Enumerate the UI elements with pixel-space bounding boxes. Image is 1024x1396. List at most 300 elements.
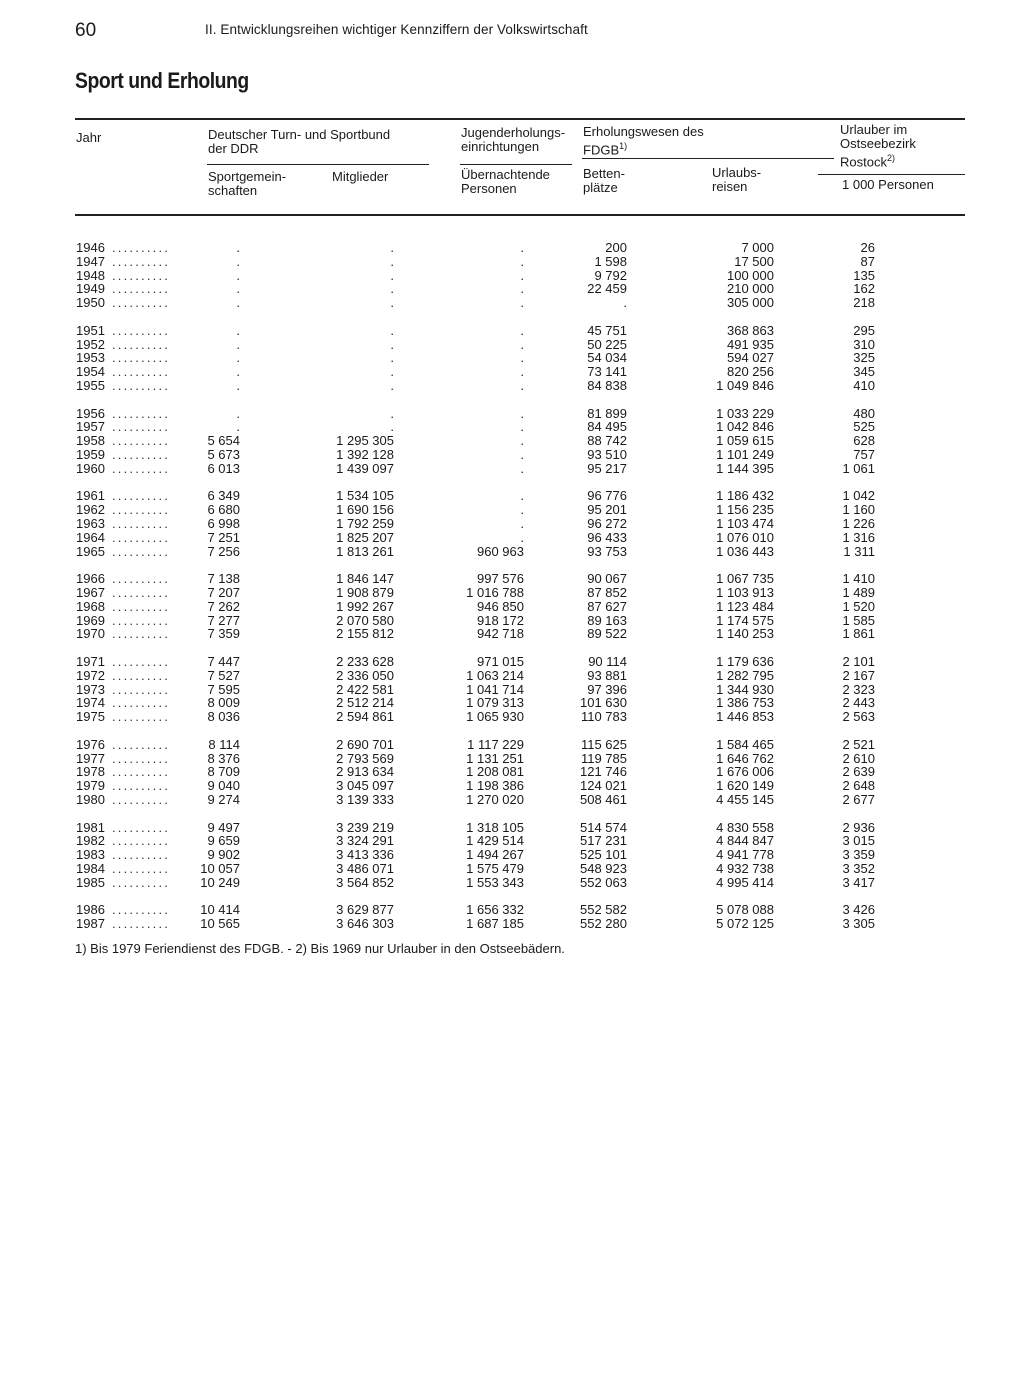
cell-year: 1981: [76, 819, 105, 835]
leader-dots: ..........: [112, 281, 171, 297]
cell-urlauber: 1 061: [842, 460, 875, 476]
cell-mitglieder: .: [390, 378, 394, 393]
cell-bettenplaetze: 1 598: [594, 253, 627, 269]
cell-sportgemeinschaften: 9 497: [207, 819, 240, 835]
header-subrule-fdgb: [582, 158, 834, 159]
cell-year: 1957: [76, 419, 105, 435]
leader-dots: ..........: [112, 667, 171, 683]
cell-uebernachtende: .: [520, 529, 524, 545]
cell-year: 1982: [76, 833, 105, 849]
cell-urlaubsreisen: 1 156 235: [716, 502, 774, 518]
cell-uebernachtende: 1 270 020: [466, 792, 524, 807]
cell-urlauber: 218: [853, 295, 875, 311]
cell-mitglieder: 3 629 877: [336, 902, 394, 918]
cell-bettenplaetze: 45 751: [587, 322, 627, 338]
cell-uebernachtende: .: [520, 502, 524, 518]
cell-uebernachtende: .: [520, 267, 524, 283]
table-row: [0, 655, 1024, 669]
cell-uebernachtende: 946 850: [477, 598, 524, 614]
cell-urlaubsreisen: 1 101 249: [716, 447, 774, 462]
cell-mitglieder: .: [390, 295, 394, 311]
cell-sportgemeinschaften: .: [236, 322, 240, 338]
cell-urlaubsreisen: 1 186 432: [716, 488, 774, 504]
cell-year: 1964: [76, 529, 105, 545]
cell-sportgemeinschaften: 7 138: [207, 571, 240, 587]
cell-mitglieder: 3 324 291: [336, 833, 394, 849]
cell-sportgemeinschaften: 8 709: [207, 764, 240, 780]
cell-urlauber: 3 426: [842, 902, 875, 918]
cell-uebernachtende: 1 063 214: [466, 667, 524, 683]
cell-sportgemeinschaften: .: [236, 267, 240, 283]
cell-bettenplaetze: 93 510: [587, 447, 627, 462]
cell-urlaubsreisen: 1 144 395: [716, 460, 774, 476]
cell-year: 1979: [76, 778, 105, 794]
cell-urlaubsreisen: 1 067 735: [716, 571, 774, 587]
leader-dots: ..........: [112, 419, 171, 435]
cell-uebernachtende: .: [520, 336, 524, 352]
cell-sportgemeinschaften: 10 565: [200, 916, 240, 932]
cell-sportgemeinschaften: .: [236, 281, 240, 297]
cell-bettenplaetze: 93 881: [587, 667, 627, 683]
cell-urlaubsreisen: 1 033 229: [716, 405, 774, 421]
cell-bettenplaetze: 110 783: [580, 709, 627, 725]
cell-uebernachtende: 1 198 386: [466, 778, 524, 794]
cell-urlaubsreisen: 1 344 930: [716, 681, 774, 697]
cell-bettenplaetze: 90 067: [587, 571, 627, 587]
cell-sportgemeinschaften: 8 009: [207, 695, 240, 711]
cell-mitglieder: 1 825 207: [336, 529, 394, 545]
page-title: Sport und Erholung: [75, 68, 249, 93]
cell-sportgemeinschaften: 7 207: [207, 585, 240, 600]
cell-urlauber: 325: [853, 350, 875, 366]
cell-urlauber: 2 648: [842, 778, 875, 794]
cell-mitglieder: .: [390, 336, 394, 352]
leader-dots: ..........: [112, 460, 171, 476]
footnote: 1) Bis 1979 Feriendienst des FDGB. - 2) Bis 1969 nur Urlauber in den Ostseebädern.: [75, 941, 565, 956]
cell-sportgemeinschaften: 9 659: [207, 833, 240, 849]
leader-dots: ..........: [112, 516, 171, 531]
cell-sportgemeinschaften: 7 595: [207, 681, 240, 697]
cell-mitglieder: .: [390, 419, 394, 435]
leader-dots: ..........: [112, 916, 171, 932]
cell-mitglieder: 2 690 701: [336, 736, 394, 752]
cell-urlaubsreisen: 491 935: [727, 336, 774, 352]
cell-urlaubsreisen: 4 995 414: [716, 874, 774, 890]
cell-sportgemeinschaften: 9 040: [207, 778, 240, 794]
leader-dots: ..........: [112, 405, 171, 421]
cell-mitglieder: 2 070 580: [336, 612, 394, 628]
cell-sportgemeinschaften: 10 414: [200, 902, 240, 918]
cell-uebernachtende: 918 172: [477, 612, 524, 628]
cell-urlaubsreisen: 4 844 847: [716, 833, 774, 849]
cell-uebernachtende: 1 016 788: [466, 585, 524, 600]
cell-bettenplaetze: 89 163: [587, 612, 627, 628]
cell-bettenplaetze: 50 225: [587, 336, 627, 352]
cell-urlaubsreisen: 1 584 465: [716, 736, 774, 752]
table-top-rule: [75, 118, 965, 120]
cell-bettenplaetze: 525 101: [580, 847, 627, 863]
cell-sportgemeinschaften: 7 527: [207, 667, 240, 683]
cell-urlauber: 26: [860, 240, 875, 255]
cell-uebernachtende: 1 575 479: [466, 861, 524, 876]
cell-bettenplaetze: 96 776: [587, 488, 627, 504]
cell-mitglieder: 2 512 214: [336, 695, 394, 711]
cell-mitglieder: 1 992 267: [336, 598, 394, 614]
leader-dots: ..........: [112, 764, 171, 780]
cell-year: 1974: [76, 695, 105, 711]
cell-urlaubsreisen: 1 386 753: [716, 695, 774, 711]
leader-dots: ..........: [112, 240, 171, 255]
cell-urlauber: 2 936: [842, 819, 875, 835]
cell-urlaubsreisen: 1 446 853: [716, 709, 774, 725]
cell-uebernachtende: 1 553 343: [466, 874, 524, 890]
cell-sportgemeinschaften: 7 251: [207, 529, 240, 545]
cell-bettenplaetze: 84 495: [587, 419, 627, 435]
leader-dots: ..........: [112, 778, 171, 794]
header-urlaubsreisen: Urlaubs- reisen: [712, 165, 762, 194]
cell-year: 1966: [76, 571, 105, 587]
cell-mitglieder: 2 793 569: [336, 750, 394, 766]
cell-mitglieder: 3 413 336: [336, 847, 394, 863]
leader-dots: ..........: [112, 654, 171, 669]
cell-year: 1977: [76, 750, 105, 766]
cell-sportgemeinschaften: 5 673: [207, 447, 240, 462]
cell-uebernachtende: .: [520, 364, 524, 380]
cell-sportgemeinschaften: 7 256: [207, 543, 240, 559]
table-row: [0, 738, 1024, 752]
cell-urlaubsreisen: 1 140 253: [716, 626, 774, 642]
cell-uebernachtende: .: [520, 281, 524, 297]
header-bettenplaetze: Betten- plätze: [583, 166, 625, 195]
cell-urlaubsreisen: 1 076 010: [716, 529, 774, 545]
cell-urlauber: 135: [853, 267, 875, 283]
cell-uebernachtende: 1 208 081: [466, 764, 524, 780]
cell-bettenplaetze: 119 785: [580, 750, 627, 766]
cell-bettenplaetze: 95 217: [587, 460, 627, 476]
header-uebernachtende: Übernachtende Personen: [461, 167, 550, 196]
header-dtsb: Deutscher Turn- und Sportbund der DDR: [208, 127, 391, 156]
cell-year: 1975: [76, 709, 105, 725]
cell-bettenplaetze: 101 630: [580, 695, 627, 711]
cell-uebernachtende: 1 318 105: [466, 819, 524, 835]
header-unit: 1 000 Personen: [842, 177, 934, 192]
cell-uebernachtende: 960 963: [477, 543, 524, 559]
cell-urlauber: 2 167: [842, 667, 875, 683]
cell-urlaubsreisen: 1 646 762: [716, 750, 774, 766]
cell-year: 1978: [76, 764, 105, 780]
cell-urlauber: 1 160: [842, 502, 875, 518]
cell-year: 1971: [76, 654, 105, 669]
cell-urlaubsreisen: 594 027: [727, 350, 774, 366]
cell-year: 1972: [76, 667, 105, 683]
leader-dots: ..........: [112, 350, 171, 366]
cell-year: 1954: [76, 364, 105, 380]
table-row: [0, 296, 1024, 310]
cell-mitglieder: .: [390, 405, 394, 421]
cell-urlauber: 2 563: [842, 709, 875, 725]
cell-year: 1960: [76, 460, 105, 476]
cell-urlauber: 3 352: [842, 861, 875, 876]
cell-mitglieder: 1 846 147: [336, 571, 394, 587]
cell-sportgemeinschaften: .: [236, 364, 240, 380]
cell-mitglieder: 2 155 812: [336, 626, 394, 642]
leader-dots: ..........: [112, 736, 171, 752]
cell-bettenplaetze: 121 746: [580, 764, 627, 780]
leader-dots: ..........: [112, 709, 171, 725]
cell-mitglieder: .: [390, 240, 394, 255]
cell-urlaubsreisen: 1 103 913: [716, 585, 774, 600]
cell-mitglieder: 1 690 156: [336, 502, 394, 518]
table-row: [0, 379, 1024, 393]
cell-sportgemeinschaften: .: [236, 240, 240, 255]
cell-urlauber: 757: [853, 447, 875, 462]
cell-urlaubsreisen: 4 830 558: [716, 819, 774, 835]
cell-uebernachtende: .: [520, 460, 524, 476]
cell-year: 1970: [76, 626, 105, 642]
cell-sportgemeinschaften: 8 376: [207, 750, 240, 766]
cell-urlaubsreisen: 305 000: [727, 295, 774, 311]
cell-urlauber: 3 305: [842, 916, 875, 932]
cell-sportgemeinschaften: 6 349: [207, 488, 240, 504]
header-bottom-rule: [75, 214, 965, 216]
cell-mitglieder: 2 594 861: [336, 709, 394, 725]
cell-uebernachtende: 971 015: [477, 654, 524, 669]
leader-dots: ..........: [112, 447, 171, 462]
leader-dots: ..........: [112, 847, 171, 863]
cell-sportgemeinschaften: 10 249: [200, 874, 240, 890]
cell-uebernachtende: 1 429 514: [466, 833, 524, 849]
cell-uebernachtende: 942 718: [477, 626, 524, 642]
cell-bettenplaetze: .: [623, 295, 627, 311]
cell-urlaubsreisen: 1 059 615: [716, 433, 774, 449]
cell-year: 1984: [76, 861, 105, 876]
cell-urlauber: 3 417: [842, 874, 875, 890]
cell-uebernachtende: .: [520, 419, 524, 435]
cell-year: 1961: [76, 488, 105, 504]
cell-year: 1956: [76, 405, 105, 421]
cell-mitglieder: .: [390, 267, 394, 283]
cell-sportgemeinschaften: 5 654: [207, 433, 240, 449]
cell-sportgemeinschaften: .: [236, 378, 240, 393]
leader-dots: ..........: [112, 336, 171, 352]
cell-bettenplaetze: 87 852: [587, 585, 627, 600]
cell-uebernachtende: 1 494 267: [466, 847, 524, 863]
cell-uebernachtende: .: [520, 516, 524, 531]
leader-dots: ..........: [112, 861, 171, 876]
cell-mitglieder: 2 233 628: [336, 654, 394, 669]
cell-urlauber: 1 226: [842, 516, 875, 531]
cell-uebernachtende: 1 065 930: [466, 709, 524, 725]
cell-sportgemeinschaften: 9 274: [207, 792, 240, 807]
cell-uebernachtende: .: [520, 378, 524, 393]
cell-urlauber: 295: [853, 322, 875, 338]
cell-urlaubsreisen: 1 282 795: [716, 667, 774, 683]
cell-urlaubsreisen: 1 620 149: [716, 778, 774, 794]
cell-urlauber: 2 521: [842, 736, 875, 752]
cell-sportgemeinschaften: 8 114: [208, 736, 240, 752]
cell-bettenplaetze: 514 574: [580, 819, 627, 835]
cell-urlaubsreisen: 4 455 145: [716, 792, 774, 807]
table-row: [0, 710, 1024, 724]
cell-urlaubsreisen: 1 049 846: [716, 378, 774, 393]
leader-dots: ..........: [112, 902, 171, 918]
cell-uebernachtende: .: [520, 240, 524, 255]
leader-dots: ..........: [112, 433, 171, 449]
leader-dots: ..........: [112, 364, 171, 380]
cell-mitglieder: 3 239 219: [336, 819, 394, 835]
cell-urlaubsreisen: 1 103 474: [716, 516, 774, 531]
leader-dots: ..........: [112, 267, 171, 283]
table-row: [0, 255, 1024, 269]
leader-dots: ..........: [112, 295, 171, 311]
cell-year: 1952: [76, 336, 105, 352]
cell-year: 1962: [76, 502, 105, 518]
leader-dots: ..........: [112, 571, 171, 587]
cell-urlaubsreisen: 1 179 636: [716, 654, 774, 669]
cell-bettenplaetze: 93 753: [587, 543, 627, 559]
cell-urlaubsreisen: 1 036 443: [716, 543, 774, 559]
cell-sportgemeinschaften: 8 036: [207, 709, 240, 725]
cell-bettenplaetze: 115 625: [580, 736, 627, 752]
cell-uebernachtende: .: [520, 405, 524, 421]
cell-urlaubsreisen: 1 123 484: [716, 598, 774, 614]
cell-bettenplaetze: 89 522: [587, 626, 627, 642]
cell-year: 1951: [76, 322, 105, 338]
table-row: [0, 862, 1024, 876]
cell-urlaubsreisen: 1 676 006: [716, 764, 774, 780]
table-row: [0, 917, 1024, 931]
table-row: [0, 876, 1024, 890]
cell-urlauber: 1 311: [843, 543, 875, 559]
cell-uebernachtende: .: [520, 488, 524, 504]
cell-urlaubsreisen: 5 078 088: [716, 902, 774, 918]
cell-urlauber: 3 359: [842, 847, 875, 863]
cell-urlauber: 2 639: [842, 764, 875, 780]
cell-bettenplaetze: 96 272: [587, 516, 627, 531]
cell-urlauber: 1 410: [842, 571, 875, 587]
cell-mitglieder: 1 534 105: [336, 488, 394, 504]
cell-sportgemeinschaften: 7 447: [207, 654, 240, 669]
cell-bettenplaetze: 552 280: [580, 916, 627, 932]
table-row: [0, 600, 1024, 614]
leader-dots: ..........: [112, 253, 171, 269]
cell-mitglieder: .: [390, 253, 394, 269]
cell-bettenplaetze: 508 461: [580, 792, 627, 807]
cell-uebernachtende: 1 117 229: [467, 736, 524, 752]
cell-urlaubsreisen: 1 042 846: [716, 419, 774, 435]
cell-bettenplaetze: 95 201: [587, 502, 627, 518]
cell-year: 1948: [76, 267, 105, 283]
cell-urlauber: 525: [853, 419, 875, 435]
cell-bettenplaetze: 200: [605, 240, 627, 255]
cell-year: 1973: [76, 681, 105, 697]
cell-sportgemeinschaften: 9 902: [207, 847, 240, 863]
cell-sportgemeinschaften: 7 277: [207, 612, 240, 628]
cell-bettenplaetze: 81 899: [587, 405, 627, 421]
cell-bettenplaetze: 22 459: [587, 281, 627, 297]
cell-year: 1987: [76, 916, 105, 932]
cell-bettenplaetze: 54 034: [587, 350, 627, 366]
cell-urlauber: 1 520: [842, 598, 875, 614]
cell-sportgemeinschaften: .: [236, 253, 240, 269]
table-row: [0, 448, 1024, 462]
table-row: [0, 241, 1024, 255]
cell-uebernachtende: .: [520, 433, 524, 449]
cell-urlaubsreisen: 17 500: [734, 253, 774, 269]
cell-sportgemeinschaften: .: [236, 295, 240, 311]
table-row: [0, 324, 1024, 338]
cell-year: 1967: [76, 585, 105, 600]
cell-urlauber: 345: [853, 364, 875, 380]
cell-year: 1986: [76, 902, 105, 918]
header-fdgb: Erholungswesen des FDGB$^{1)}$: [583, 124, 704, 158]
cell-bettenplaetze: 9 792: [594, 267, 627, 283]
cell-uebernachtende: .: [520, 350, 524, 366]
cell-urlaubsreisen: 210 000: [727, 281, 774, 297]
cell-mitglieder: .: [390, 350, 394, 366]
leader-dots: ..........: [112, 502, 171, 518]
cell-year: 1965: [76, 543, 105, 559]
cell-urlaubsreisen: 4 941 778: [716, 847, 774, 863]
leader-dots: ..........: [112, 792, 171, 807]
cell-uebernachtende: 1 041 714: [466, 681, 524, 697]
cell-urlaubsreisen: 7 000: [741, 240, 774, 255]
header-sportgemeinschaften: Sportgemein- schaften: [208, 169, 287, 198]
leader-dots: ..........: [112, 585, 171, 600]
cell-mitglieder: 3 486 071: [336, 861, 394, 876]
cell-mitglieder: 1 908 879: [336, 585, 394, 600]
cell-urlauber: 310: [853, 336, 875, 352]
cell-bettenplaetze: 97 396: [587, 681, 627, 697]
cell-urlaubsreisen: 4 932 738: [716, 861, 774, 876]
cell-year: 1963: [76, 516, 105, 531]
cell-uebernachtende: 1 687 185: [466, 916, 524, 932]
cell-year: 1958: [76, 433, 105, 449]
table-row: [0, 545, 1024, 559]
cell-uebernachtende: .: [520, 447, 524, 462]
header-jugend: Jugenderholungs- einrichtungen: [461, 125, 566, 154]
cell-uebernachtende: 1 131 251: [466, 750, 524, 766]
cell-bettenplaetze: 88 742: [587, 433, 627, 449]
cell-uebernachtende: 1 079 313: [466, 695, 524, 711]
cell-urlaubsreisen: 100 000: [727, 267, 774, 283]
leader-dots: ..........: [112, 598, 171, 614]
cell-year: 1955: [76, 378, 105, 393]
cell-urlauber: 628: [853, 433, 875, 449]
leader-dots: ..........: [112, 529, 171, 545]
leader-dots: ..........: [112, 488, 171, 504]
table-row: [0, 669, 1024, 683]
cell-mitglieder: .: [390, 281, 394, 297]
cell-sportgemeinschaften: .: [236, 336, 240, 352]
cell-urlauber: 2 323: [842, 681, 875, 697]
table-row: [0, 462, 1024, 476]
cell-mitglieder: .: [390, 364, 394, 380]
header-subrule-urlauber: [818, 174, 965, 175]
cell-year: 1976: [76, 736, 105, 752]
cell-bettenplaetze: 552 582: [580, 902, 627, 918]
cell-sportgemeinschaften: .: [236, 405, 240, 421]
cell-sportgemeinschaften: 7 262: [207, 598, 240, 614]
page-number: 60: [75, 20, 97, 41]
cell-bettenplaetze: 552 063: [580, 874, 627, 890]
header-mitglieder: Mitglieder: [332, 169, 389, 184]
cell-bettenplaetze: 124 021: [580, 778, 627, 794]
cell-mitglieder: 1 392 128: [336, 447, 394, 462]
cell-uebernachtende: 997 576: [477, 571, 524, 587]
cell-mitglieder: 3 139 333: [336, 792, 394, 807]
header-year: Jahr: [76, 130, 102, 145]
